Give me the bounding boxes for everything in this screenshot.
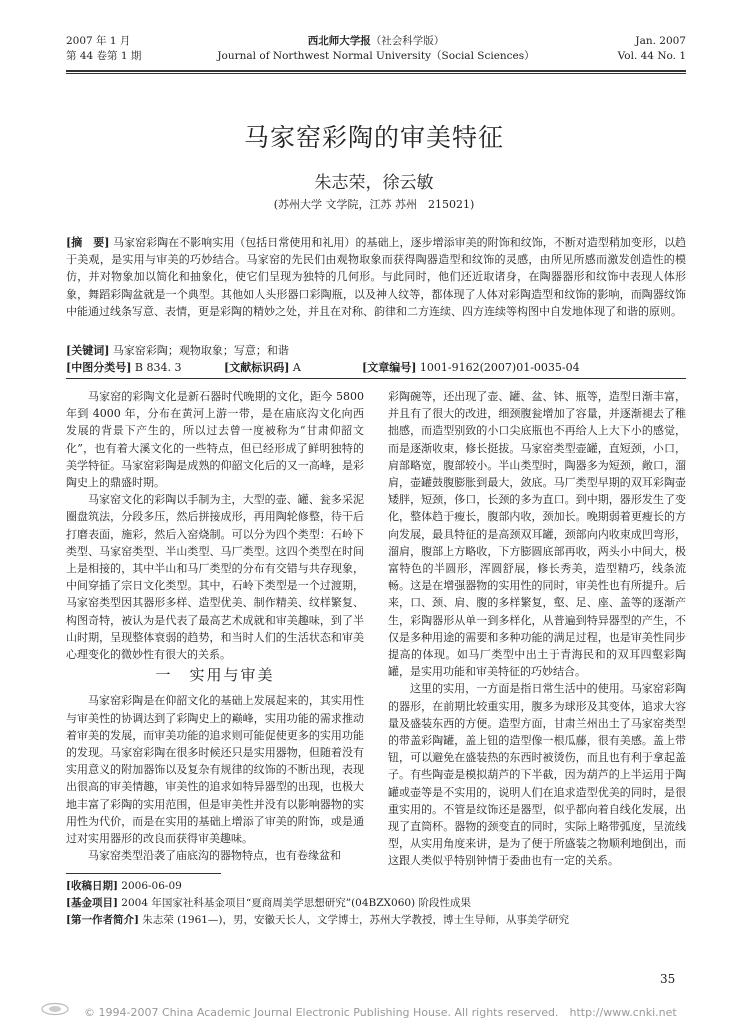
journal-edition: （社会科学版）	[370, 35, 445, 47]
journal-name: 西北师大学报	[307, 35, 371, 47]
footnote-received	[66, 878, 686, 895]
clc-value: B 834. 3	[134, 361, 182, 374]
body-paragraph: 马家窑文化的彩陶以手制为主，大型的壶、罐、瓮多采泥圈盘筑法，分段多压，然后拼接成形，再用陶轮修整，待干后打磨表面，施彩，然后入窑烧制。可以分为四个类型：石岭下类型、马家窑类型、半山类型、马厂类型。这四个类型在时间上是相接的，其中半山和马厂类型的分布有交错与共存现象，中间穿插了宗日文化类型。其中，石岭下类型是一个过渡期，马家窑类型因其器形多样、造型优美、制作精美、纹样繁复、构图奇特，被认为是代表了最高艺术成就和审美趣味，到了半山时期，呈现整体衰弱的趋势，和当时人们的生活状态和审美心理变化的微妙性有很大的关系。	[66, 493, 364, 662]
abstract	[66, 234, 686, 320]
footnote-author	[66, 912, 686, 929]
header-right	[618, 34, 686, 64]
keywords-label: [关键词]	[66, 344, 110, 357]
body-paragraph: 马家窑类型沿袭了庙底沟的器物特点，也有卷缘盆和	[88, 849, 341, 863]
classification	[66, 359, 686, 376]
section-heading: 一 实用与审美	[155, 666, 275, 685]
clc-label: [中图分类号]	[66, 361, 132, 374]
abstract-rule	[66, 378, 686, 379]
header-volume: 第 44 卷第 1 期	[66, 50, 142, 62]
footnote-label: [第一作者简介]	[66, 914, 139, 926]
doc-code-label: [文献标识码]	[224, 361, 290, 374]
page-number: 35	[660, 972, 676, 986]
footnote-rule	[66, 873, 221, 874]
header-center	[66, 34, 686, 64]
cnki-logo-icon	[40, 1002, 70, 1016]
body-column-left	[66, 388, 364, 864]
keywords	[66, 342, 686, 359]
body-column-right	[388, 388, 686, 870]
footnote-text: 2004 年国家社科基金项目“夏商周美学思想研究”(04BZX060) 阶段性成果	[121, 897, 471, 909]
keywords-text: 马家窑彩陶；观物取象；写意；和谐	[112, 344, 289, 357]
footnote-text: 2006-06-09	[121, 880, 182, 892]
paper-affiliation: (苏州大学 文学院，江苏 苏州 215021)	[273, 198, 475, 211]
body-paragraph: 彩陶碗等，还出现了壶、罐、盆、钵、瓶等，造型日渐丰富，并且有了很大的改进，细颈腹瓮增加了容量，并逐渐褪去了稚拙感，而造型别致的小口尖底瓶也不再给人上大下小的感觉，而是逐渐收束，修长挺拔。马家窑类型壶罐，直短颈，小口，肩部略宽，腹部较小。半山类型时，陶器多为短颈，敞口，溜肩，壶罐鼓腹膨胀到最大，敛底。马厂类型早期的双耳彩陶壶矮胖，短颈，侈口，长颈的多为直口。到中期，器形发生了变化，整体趋于瘦长，腹部内收，颈加长。晚期弱着更瘦长的方向发展，最具特征的是高颈双耳罐，颈部向内收束成凹弯形，溜肩，腹部上方略收，下方膨圆底部再收，两头小中间大，极富特色的半圆形，浑圆舒展，修长秀美，造型精巧，线条流畅。这是在增强器物的实用性的同时，审美性也有所提升。后来，口、颈、肩、腹的多样繁复，壑、足、座、盖等的逐渐产生，彩陶器形从单一到多样化，从普遍到特异器型的产生，不仅是多种用途的需要和多种功能的满足过程，也是审美性同步提高的体现。如马厂类型中出土于青海民和的双耳四壑彩陶罐，是实用功能和审美特征的巧妙结合。	[388, 390, 686, 679]
header-rule-thin	[66, 73, 686, 74]
paper-authors: 朱志荣，徐云敏	[314, 173, 434, 193]
abstract-label: [摘 要]	[66, 236, 110, 249]
doc-code-value: A	[292, 361, 301, 374]
article-no-label: [文章编号]	[362, 361, 417, 374]
paper-title: 马家窑彩陶的审美特征	[243, 123, 504, 152]
footnote-label: [基金项目]	[66, 897, 118, 909]
header-volume-en: Vol. 44 No. 1	[617, 50, 686, 62]
body-paragraph: 马家窑的彩陶文化是新石器时代晚期的文化，距今 5800 年到 4000 年，分布在黄河上游一带，是在庙底沟文化向西发展的背景下产生的，所以过去曾一度被称为“甘肃仰韶文化”，也有着大溪文化的一些特点，但已经形成了鲜明独特的美学特征。马家窑彩陶是成熟的仰韶文化后的又一高峰，是彩陶史上的鼎盛时期。	[66, 390, 364, 490]
footnote-label: [收稿日期]	[66, 880, 118, 892]
copyright-footer	[0, 1002, 748, 1022]
footnote-fund	[66, 895, 686, 912]
copyright-text: © 1994-2007 China Academic Journal Electronic Publishing House. All rights reserved. http://www.cnki.net	[84, 1006, 677, 1019]
abstract-text: 马家窑彩陶在不影响实用（包括日常使用和礼用）的基础上，逐步增添审美的附饰和纹饰，不断对造型稍加变形，以趋于美观，是实用与审美的巧妙结合。马家窑的先民们由观物取象而获得陶器造型和纹饰的灵感，由所见所感而激发创造性的模仿，并对物象加以简化和抽象化，使它们呈现为独特的几何形。与此同时，他们还近取诸身，在陶器器形和纹饰中表现人体形象，舞蹈彩陶盆就是一个典型。其他如人头形器口彩陶瓶，以及神人纹等，都体现了人体对彩陶造型和纹饰的影响，而陶器纹饰中能通过线条写意、表情，更是彩陶的精妙之处，并且在对称、韵律和二方连续、四方连续等构图中自发地体现了和谐的原则。	[66, 236, 687, 318]
running-header	[66, 34, 686, 68]
header-date-en: Jan. 2007	[635, 35, 686, 47]
journal-name-english: Journal of Northwest Normal University（Social Sciences）	[217, 50, 535, 62]
body-paragraph: 这里的实用，一方面是指日常生活中的使用。马家窑彩陶的器形，在前期比较重实用，腹多为球形及其变体，追求大容量及盛装东西的方便。造型方面，甘肃兰州出土了马家窑类型的带盖彩陶罐，盖上钮的造型像一根瓜藤，很有美感。盖上带钮，可以避免在盛装热的东西时被烫伤，而且也有利于拿起盖子。有些陶壶是模拟葫芦的下半截，因为葫芦的上半运用于陶罐或壶等是不实用的，说明人们在追求造型优美的同时，是很重实用的。不管是纹饰还是器型，似乎都向着自线化发展，出现了直筒杯。器物的颈变直的同时，实际上略带弧度，呈流线型，从实用角度来讲，是为了便于所盛装之物顺利地倒出，而这跟人类似乎特别钟情于委曲也有一定的关系。	[388, 682, 686, 868]
body-paragraph: 马家窑彩陶是在仰韶文化的基础上发展起来的，其实用性与审美性的协调达到了彩陶史上的巅峰，实用功能的需求推动着审美的发展，而审美功能的追求则可能促使更多的实用功能的发现。马家窑彩陶在很多时候还只是实用器物，但随着没有实用意义的附加器饰以及复杂有规律的纹饰的不断出现，表现出很高的审美情趣，审美性的追求如特异器型的出现，也极大地丰富了彩陶的实用范围，但是审美性并没有以影响器物的实用性为代价，而是在实用的基础上增添了审美的附饰，或是通过对实用器形的改良而获得审美趣味。	[66, 694, 364, 846]
article-no-value: 1001-9162(2007)01-0035-04	[419, 361, 580, 374]
footnote-text: 朱志荣 (1961—)，男，安徽天长人，文学博士，苏州大学教授，博士生导师，从事美学研究	[142, 914, 570, 926]
header-rule	[66, 70, 686, 72]
header-date: 2007 年 1 月	[66, 35, 131, 47]
